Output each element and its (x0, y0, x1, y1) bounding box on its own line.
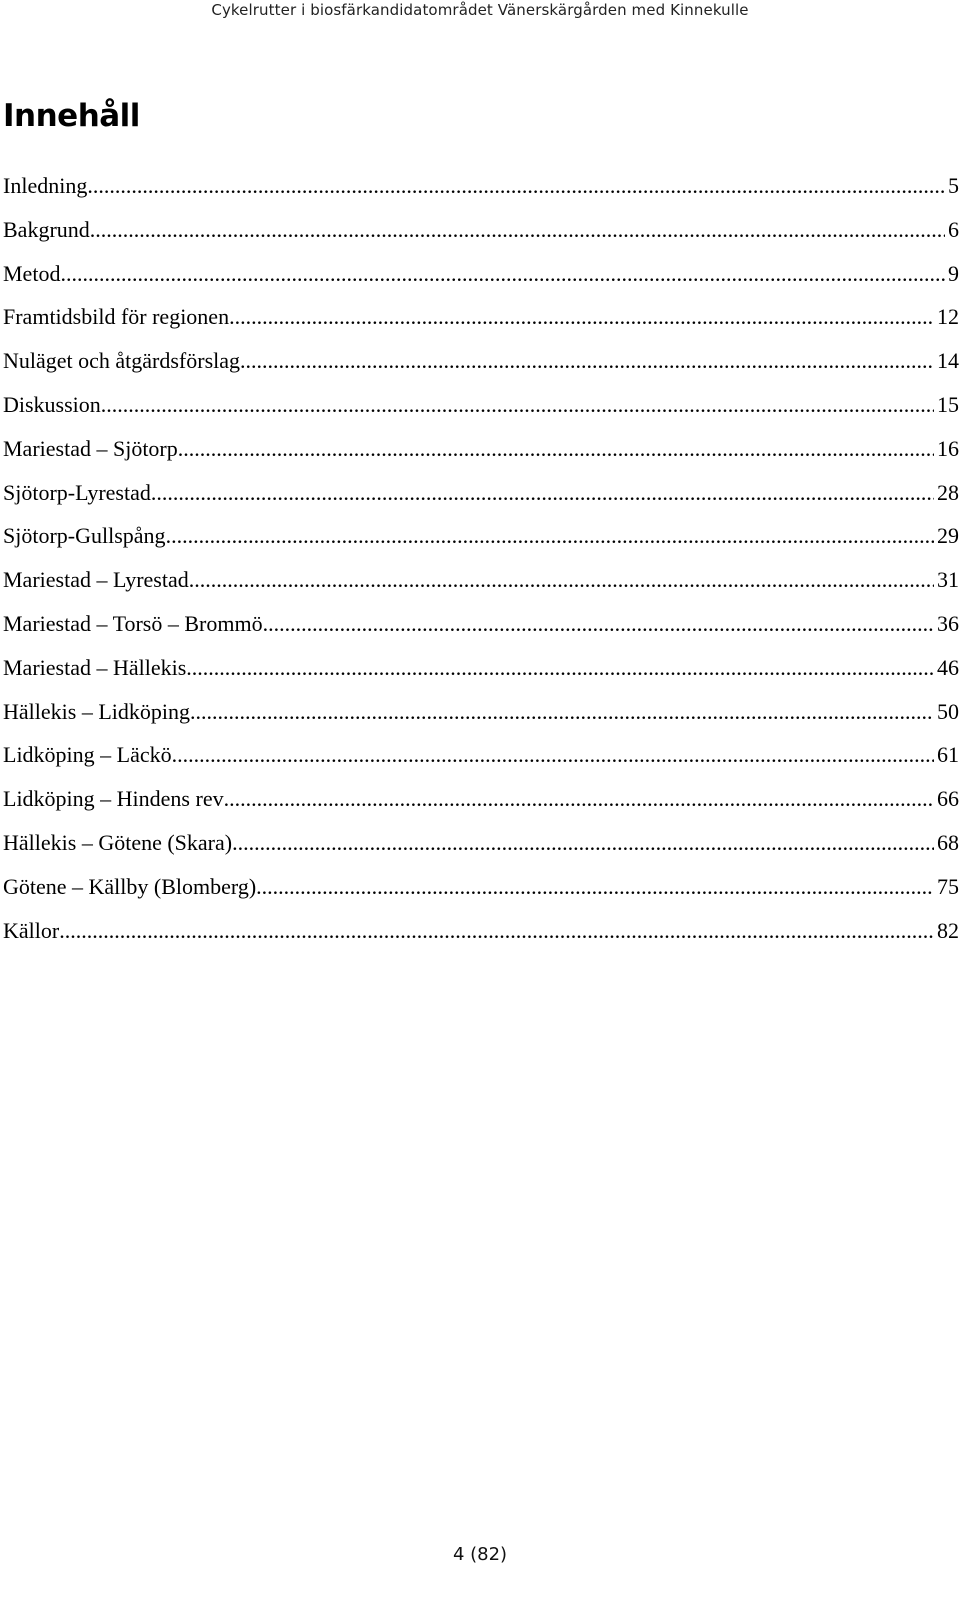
toc-entry-label: Götene – Källby (Blomberg) (3, 873, 257, 899)
toc-entry-label: Inledning (3, 173, 88, 198)
toc-entry-metod[interactable] (3, 259, 959, 303)
toc-entry-label: Mariestad – Lyrestad (3, 567, 189, 593)
toc-entry-hallekis-gotene[interactable] (3, 828, 959, 872)
toc-entry-nulaget[interactable] (3, 346, 959, 390)
toc-entry-lidkoping-hindens-rev[interactable] (3, 784, 959, 828)
toc-entry-sjotorp-gullspang[interactable] (3, 521, 959, 565)
toc-entry-lidkoping-lacko[interactable] (3, 740, 959, 784)
toc-entry-label: Lidköping – Läckö (3, 742, 172, 768)
toc-dot-leader (256, 872, 934, 902)
toc-entry-label: Mariestad – Sjötorp (3, 435, 178, 461)
toc-entry-mariestad-lyrestad[interactable] (3, 565, 959, 609)
toc-entry-label: Hällekis – Götene (Skara) (3, 829, 233, 855)
toc-dot-leader (240, 346, 934, 376)
toc-entry-page: 9 (948, 260, 959, 286)
toc-entry-label: Framtidsbild för regionen (3, 304, 230, 330)
toc-entry-label: Lidköping – Hindens rev (3, 786, 224, 812)
toc-dot-leader (90, 215, 945, 245)
toc-dot-leader (172, 740, 934, 770)
toc-entry-sjotorp-lyrestad[interactable] (3, 478, 959, 522)
toc-entry-page: 36 (937, 610, 959, 636)
toc-entry-page: 31 (937, 567, 959, 593)
toc-entry-page: 6 (948, 216, 959, 242)
toc-dot-leader (229, 302, 934, 332)
toc-entry-label: Källor (3, 917, 60, 943)
toc-dot-leader (59, 916, 934, 946)
toc-dot-leader (186, 653, 934, 683)
toc-dot-leader (87, 171, 945, 201)
toc-dot-leader (232, 828, 934, 858)
toc-entry-page: 50 (937, 698, 959, 724)
toc-dot-leader (151, 478, 934, 508)
toc-entry-page: 12 (937, 304, 959, 330)
toc-entry-label: Sjötorp-Gullspång (3, 523, 166, 549)
toc-entry-page: 68 (937, 829, 959, 855)
toc-dot-leader (101, 390, 934, 420)
toc-dot-leader (166, 521, 934, 551)
page-number: 4 (82) (452, 1544, 508, 1565)
toc-dot-leader (190, 697, 934, 727)
toc-entry-label: Mariestad – Hällekis (3, 654, 187, 680)
toc-entry-page: 14 (937, 348, 959, 374)
toc-entry-mariestad-hallekis[interactable] (3, 653, 959, 697)
toc-dot-leader (60, 259, 945, 289)
toc-entry-mariestad-sjotorp[interactable] (3, 434, 959, 478)
toc-entry-label: Diskussion (3, 391, 101, 417)
toc-entry-hallekis-lidkoping[interactable] (3, 697, 959, 741)
toc-entry-page: 15 (937, 391, 959, 417)
toc-title: Innehåll (3, 98, 140, 134)
toc-entry-label: Mariestad – Torsö – Brommö (3, 610, 263, 636)
toc-entry-gotene-kallby[interactable] (3, 872, 959, 916)
toc-entry-inledning[interactable] (3, 171, 959, 215)
toc-dot-leader (178, 434, 934, 464)
toc-entry-page: 46 (937, 654, 959, 680)
toc-dot-leader (263, 609, 934, 639)
toc-entry-label: Bakgrund (3, 216, 90, 242)
toc-entry-page: 29 (937, 523, 959, 549)
toc-entry-bakgrund[interactable] (3, 215, 959, 259)
toc-dot-leader (224, 784, 934, 814)
toc-entry-label: Metod (3, 260, 61, 286)
toc-entry-page: 5 (948, 173, 959, 198)
toc-entry-framtidsbild[interactable] (3, 302, 959, 346)
toc-entry-page: 61 (937, 742, 959, 768)
toc-entry-page: 82 (937, 917, 959, 943)
toc-entry-page: 66 (937, 786, 959, 812)
table-of-contents (3, 171, 959, 959)
toc-entry-label: Sjötorp-Lyrestad (3, 479, 151, 505)
toc-entry-page: 75 (937, 873, 959, 899)
toc-entry-label: Nuläget och åtgärdsförslag (3, 348, 241, 374)
toc-entry-mariestad-torso-brommo[interactable] (3, 609, 959, 653)
toc-entry-kallor[interactable] (3, 916, 959, 960)
toc-entry-page: 16 (937, 435, 959, 461)
toc-entry-label: Hällekis – Lidköping (3, 698, 190, 724)
toc-dot-leader (189, 565, 934, 595)
running-header: Cykelrutter i biosfärkandidatområdet Vänerskärgården med Kinnekulle (211, 1, 749, 19)
toc-entry-page: 28 (937, 479, 959, 505)
toc-entry-diskussion[interactable] (3, 390, 959, 434)
